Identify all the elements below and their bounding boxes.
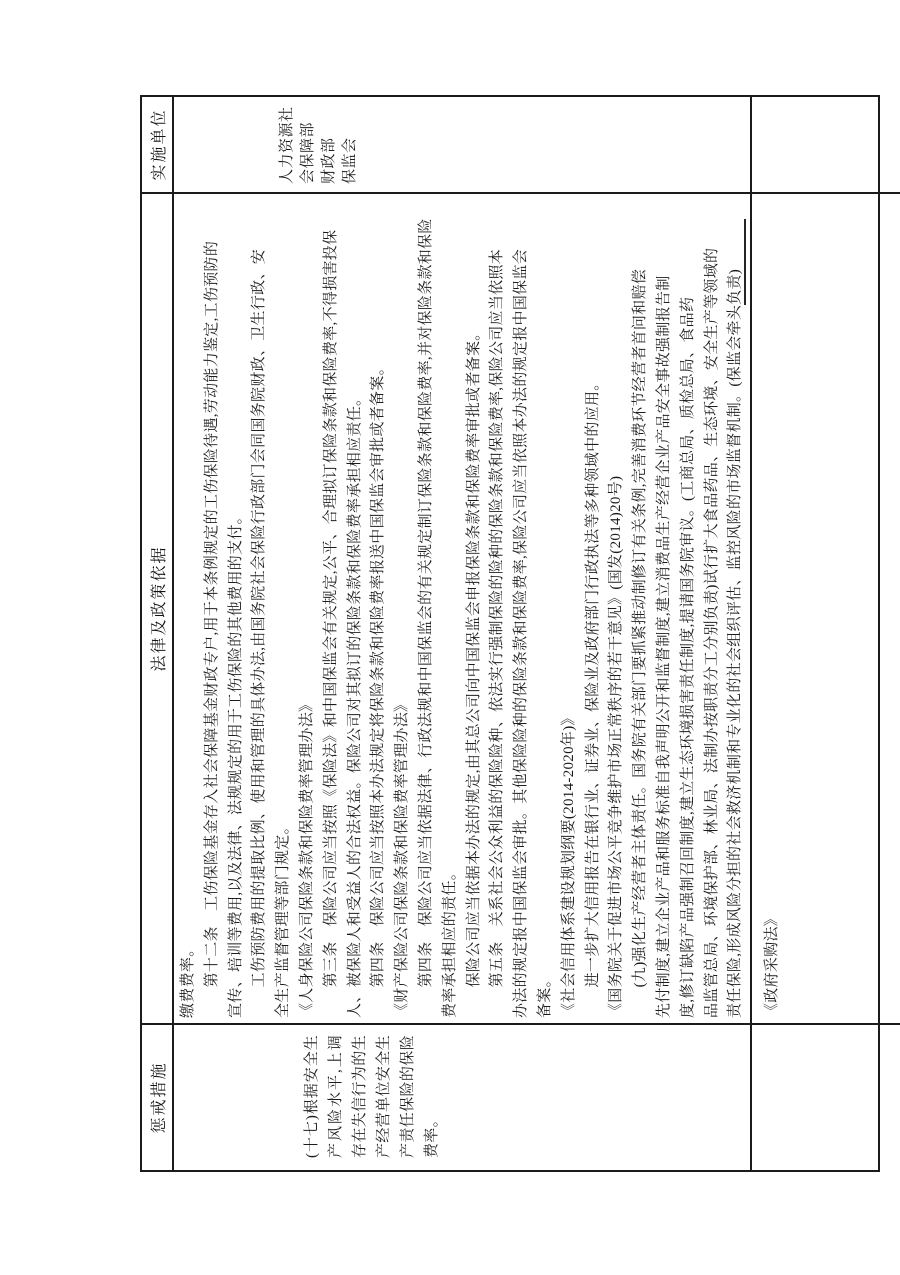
law-text-line: 《财产保险公司保险条款和保险费率管理办法》 [394, 696, 411, 1018]
law-text-line: 保险公司应当依据本办法的规定,由其总公司向中国保监会申报保险条款和保险费率审批或者备案。 [465, 325, 482, 1018]
underline-mark [744, 219, 746, 305]
header-implementing-unit: 实施单位 [142, 97, 174, 192]
implementing-unit-name: 财政部 [321, 137, 337, 184]
implementing-unit-cell [174, 97, 752, 192]
punishment-measure-text: (十七)根据安全生产风险水平,上调存在失信行为的生产经营单位安全生产责任保险的保险费率。 [304, 1035, 440, 1158]
law-text-line: 第四条 保险公司应当按照本办法规定将保险条款和保险费率报送中国保监会审批或者备案。 [370, 360, 387, 1018]
law-text-line: 全生产监督管理等部门规定。 [275, 819, 292, 1018]
header-law-policy-basis: 法律及政策依据 [142, 192, 174, 1023]
law-text-line: 《社会信用体系建设规划纲要(2014-2020年)》 [560, 710, 577, 1018]
law-text-line: 品监管总局、环境保护部、林业局、法制办按职责分工分别负责)试行扩大食品药品、生态环境、安全生产等领域的 [703, 247, 720, 1018]
divider-line-extension [878, 192, 900, 194]
law-text-line: 《国务院关于促进市场公平竞争维护市场正常秩序的若干意见》(国发(2014)20号) [608, 475, 625, 1018]
punishment-measures-cell-row2 [752, 1023, 878, 1170]
law-text-line: 工伤预防费用的提取比例、使用和管理的具体办法,由国务院社会保险行政部门会同国务院财政、卫生行政、安 [251, 248, 268, 1018]
implementing-unit-name: 保监会 [342, 137, 358, 184]
law-text-line: 第十二条 工伤保险基金存入社会保障基金财政专户,用于本条例规定的工伤保险待遇,劳动能力鉴定,工伤预防的 [203, 240, 220, 1018]
law-policy-basis-cell-row2 [752, 192, 878, 1023]
implementing-unit-name: 人力资源社会保障部 [279, 106, 316, 184]
header-punishment-measures: 惩戒措施 [142, 1023, 174, 1170]
law-text-line: 度,修订缺陷产品强制召回制度,建立生态环境损害责任制度,提请国务院审议。(工商总局、质检总局、食品药 [679, 296, 696, 1018]
punishment-measures-cell [174, 1023, 752, 1170]
implementing-unit-cell-row2 [752, 97, 878, 192]
divider-line-extension [878, 1023, 900, 1025]
law-text-line: 第三条 保险公司应当按照《保险法》和中国保监会有关规定,公平、合理拟订保险条款和保险费率,不得损害投保 [322, 229, 339, 1018]
law-policy-basis-cell [174, 192, 752, 1023]
law-text-line: 责任保险,形成风险分担的社会救济机制和专业化的社会组织评估、监控风险的市场监督机制。(保监会牵头负责) [727, 268, 744, 1018]
policy-table [140, 95, 880, 1172]
law-text-line: 第五条 关系社会公众利益的保险险种、依法实行强制保险的险种的保险条款和保险费率,保险公司应当依照本 [489, 248, 506, 1018]
law-text-line: 进一步扩大信用报告在银行业、证券业、保险业及政府部门行政执法等多种领域中的应用。 [584, 375, 601, 1018]
law-text-line: 备案。 [536, 972, 553, 1018]
law-text-line: 第四条 保险公司应当依据法律、行政法规和中国保监会的有关规定制订保险条款和保险费率,并对保险条款和保险 [417, 218, 434, 1018]
law-text-line: (九)强化生产经营者主体责任。国务院有关部门要抓紧推动制修订有关条例,完善消费环节经营者首问和赔偿 [632, 268, 649, 1018]
law-text-line: 《政府采购法》 [764, 910, 780, 1018]
law-text-line: 缴费费率。 [180, 941, 196, 1018]
law-text-line: 办法的规定报中国保监会审批。其他保险险种的保险条款和保险费率,保险公司应当依照本办法的规定报中国保监会 [513, 248, 530, 1018]
law-text-line: 宣传、培训等费用,以及法律、法规规定的用于工伤保险的其他费用的支付。 [227, 509, 244, 1018]
law-text-line: 先付制度,建立企业产品和服务标准自我声明公开和监督制度,建立消费品生产经营企业产品安全事故强制报告制 [655, 275, 672, 1018]
law-text-line: 费率承担相应的责任。 [441, 864, 458, 1018]
law-text-line: 《人身保险公司保险条款和保险费率管理办法》 [298, 696, 315, 1018]
law-text-line: 人、被保险人和受益人的合法权益。保险公司对其拟订的保险条款和保险费率承担相应责任。 [346, 390, 363, 1018]
